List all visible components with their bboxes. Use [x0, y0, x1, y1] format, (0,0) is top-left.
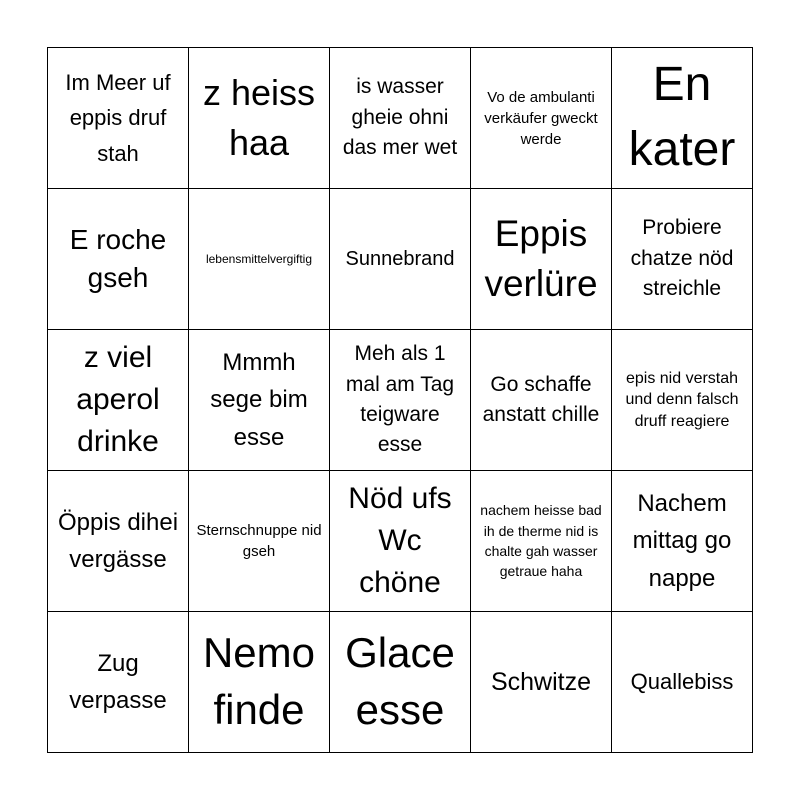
bingo-cell-text: Sunnebrand	[345, 247, 455, 270]
bingo-cell-text: Nachem mittag go nappe	[632, 490, 732, 592]
bingo-cell-3-4[interactable]	[471, 330, 612, 471]
bingo-cell-text: Glace esse	[345, 629, 455, 733]
bingo-cell-1-3[interactable]	[330, 48, 471, 189]
bingo-cell-text: Öppis dihei vergässe	[57, 508, 179, 573]
bingo-cell-4-5[interactable]	[612, 471, 753, 612]
bingo-cell-4-4[interactable]	[471, 471, 612, 612]
bingo-cell-2-2[interactable]	[189, 189, 330, 330]
bingo-cell-text: epis nid verstah und denn falsch druff reagiere	[625, 369, 739, 430]
bingo-cell-text: nachem heisse bad ih de therme nid is chalte gah wasser getraue haha	[480, 502, 602, 580]
bingo-cell-3-5[interactable]	[612, 330, 753, 471]
bingo-cell-1-5[interactable]	[612, 48, 753, 189]
bingo-cell-4-1[interactable]	[48, 471, 189, 612]
bingo-cell-text: Quallebiss	[630, 669, 734, 695]
bingo-cell-text: Meh als 1 mal am Tag teigware esse	[345, 342, 455, 457]
bingo-cell-1-2[interactable]	[189, 48, 330, 189]
bingo-cell-2-4[interactable]	[471, 189, 612, 330]
bingo-cell-text: is wasser gheie ohni das mer wet	[342, 75, 458, 160]
bingo-board	[47, 47, 753, 753]
bingo-cell-text: z heiss haa	[202, 71, 316, 163]
bingo-cell-3-3[interactable]	[330, 330, 471, 471]
bingo-cell-1-1[interactable]	[48, 48, 189, 189]
bingo-cell-text: E roche gseh	[69, 224, 167, 293]
bingo-cell-5-1[interactable]	[48, 612, 189, 753]
bingo-cell-2-1[interactable]	[48, 189, 189, 330]
bingo-cell-text: Nöd ufs Wc chöne	[348, 482, 452, 599]
bingo-cell-4-2[interactable]	[189, 471, 330, 612]
bingo-cell-text: Nemo finde	[202, 629, 316, 733]
bingo-cell-text: En kater	[628, 58, 736, 176]
bingo-cell-text: Eppis verlüre	[484, 213, 598, 304]
bingo-cell-3-1[interactable]	[48, 330, 189, 471]
bingo-cell-5-4[interactable]	[471, 612, 612, 753]
bingo-cell-text: Im Meer uf eppis druf stah	[65, 70, 171, 166]
bingo-cell-1-4[interactable]	[471, 48, 612, 189]
bingo-cell-text: Zug verpasse	[69, 649, 167, 714]
bingo-cell-text: Mmmh sege bim esse	[210, 349, 308, 451]
bingo-cell-2-5[interactable]	[612, 189, 753, 330]
bingo-cell-5-5[interactable]	[612, 612, 753, 753]
bingo-cell-text: Vo de ambulanti verkäufer gweckt werde	[484, 88, 598, 148]
bingo-cell-5-2[interactable]	[189, 612, 330, 753]
bingo-cell-3-2[interactable]	[189, 330, 330, 471]
bingo-cell-text: Probiere chatze nöd streichle	[630, 216, 734, 301]
bingo-cell-2-3[interactable]	[330, 189, 471, 330]
bingo-cell-text: Sternschnuppe nid gseh	[196, 522, 322, 560]
bingo-cell-5-3[interactable]	[330, 612, 471, 753]
bingo-cell-4-3[interactable]	[330, 471, 471, 612]
bingo-cell-text: lebensmittelvergiftig	[205, 251, 313, 266]
bingo-cell-text: z viel aperol drinke	[76, 341, 160, 458]
bingo-cell-text: Schwitze	[490, 667, 592, 696]
bingo-cell-text: Go schaffe anstatt chille	[482, 372, 600, 426]
